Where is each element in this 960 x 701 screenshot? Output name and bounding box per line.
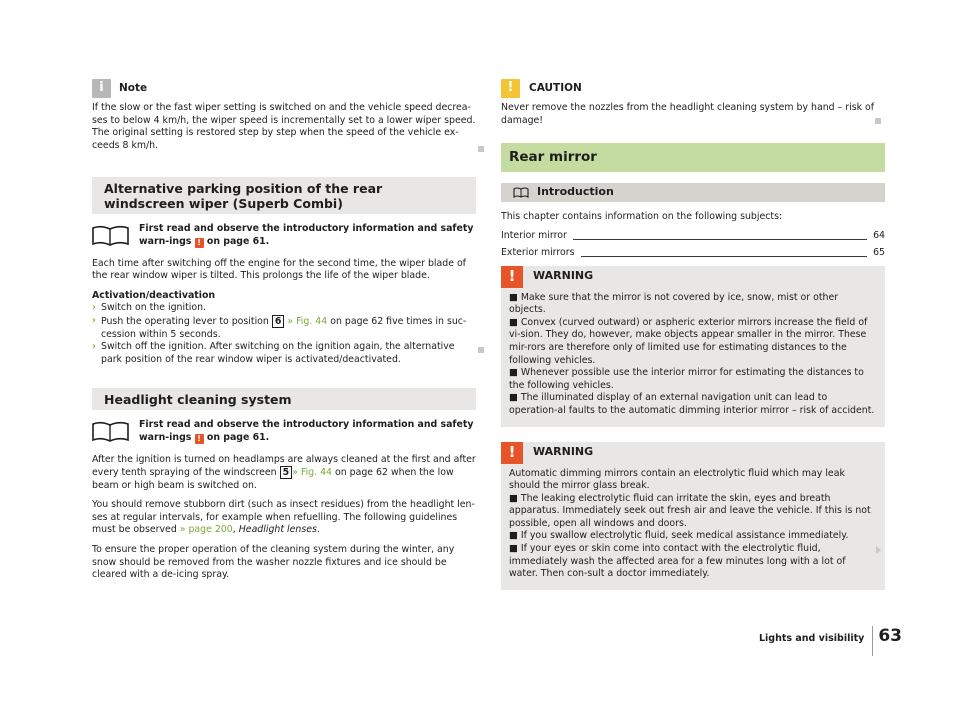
subheading: Activation/deactivation [92,289,216,301]
paragraph: After the ignition is turned on headlamps are always cleaned at the first and after every tenth spraying of the windscreen 5 » Fig. 44 on page 62 when the low beam or high beam is switched on. [92,453,476,491]
warning-item: Automatic dimming mirrors contain an electrolytic fluid which may leak should the mirror glass break. [509,467,845,492]
note-text: If the slow or the fast wiper setting is switched on and the vehicle speed decrea-ses to below 4 km/h, the wiper speed is incrementally set to a lower wiper speed. The original setting is restored step by step when the speed of the vehicle ex-ceeds 8 km/h. [92,102,476,151]
chevron-right-icon: › [92,302,96,314]
warning-title: WARNING [533,445,594,459]
warning-header [501,266,877,288]
chapter-title: Rear mirror [501,143,885,172]
toc-leader [573,239,867,240]
toc-row[interactable] [501,230,885,243]
warning-mini-icon: ! [195,238,204,248]
intro-text: This chapter contains information on the following subjects: [501,210,783,222]
right-column [501,79,885,590]
exclamation-icon: ! [501,266,523,288]
intro-heading [501,183,885,202]
left-column [92,79,476,589]
position-key: 6 [272,315,285,328]
warning-box [501,442,885,590]
list-item: › Switch off the ignition. After switching on the ignition again, the alternative park position of the rear window wiper is activated/deactivated. [92,341,455,365]
warning-box [501,266,885,427]
paragraph: You should remove stubborn dirt (such as insect residues) from the headlight len-ses at regular intervals, for example when refuelling. The following guidelines must be observed » page 200, Headlight lenses. [92,499,475,536]
note-title: Note [119,82,148,95]
toc-row[interactable] [501,247,885,260]
caution-text: Never remove the nozzles from the headlight cleaning system by hand – risk of damage! [501,102,875,126]
position-key: 5 [280,466,293,479]
figure-link[interactable]: » Fig. 44 [287,315,328,327]
read-first-page-ref[interactable]: on page 61. [206,235,270,247]
caution-title: CAUTION [529,82,582,95]
paragraph: Each time after switching off the engine for the second time, the wiper blade of the rear window wiper is tilted. This prolongs the life of the wiper blade. [92,257,466,282]
read-first-block [92,419,476,444]
step-list [92,302,476,366]
toc-leader [581,256,868,257]
warning-item: ■ If your eyes or skin come into contact with the electrolytic fluid, immediately wash the affected area for a few minutes long with a lot of water. Then con-sult a doctor immediately. [509,543,846,580]
exclamation-icon: ! [501,79,520,98]
section-heading: Headlight cleaning system [92,388,476,410]
note-header [92,79,476,98]
read-first-text: First read and observe the introductory information and safety warn-ings [139,223,474,247]
chevron-right-icon: › [92,341,96,353]
paragraph: To ensure the proper operation of the cleaning system during the winter, any snow should be removed from the washer nozzle fixtures and ice should be cleared with a de-icing spray. [92,544,455,581]
chevron-right-icon: › [92,314,96,326]
read-first-block [92,223,476,248]
end-mark [478,146,484,152]
toc-page: 64 [873,230,885,242]
cross-reference-title: Headlight lenses [238,524,317,536]
section-heading: Alternative parking position of the rear windscreen wiper (Superb Combi) [92,177,476,214]
caution-header [501,79,885,98]
warning-mini-icon: ! [195,434,204,444]
end-mark [875,118,881,124]
end-mark [478,347,484,353]
read-first-text: First read and observe the introductory information and safety warn-ings [139,419,474,443]
warning-item: ■ Convex (curved outward) or aspheric exterior mirrors increase the field of vi-sion. They do, however, make objects appear smaller in the mirror. These mir-rors are therefore only of limited use for estimating distances to the following vehicles. [509,316,868,366]
warning-title: WARNING [533,269,594,283]
page-number: 63 [878,626,902,646]
open-book-icon [513,187,529,198]
warning-item: ■ The illuminated display of an external navigation unit can lead to operation-al faults to the automatic dimming interior mirror – risk of accident. [509,392,875,416]
read-first-page-ref[interactable]: on page 61. [206,431,270,443]
footer-divider [872,626,873,656]
warning-item: ■ Whenever possible use the interior mirror for estimating the distances to the following vehicles. [509,367,864,391]
footer-section: Lights and visibility [759,633,865,644]
warning-header [501,442,877,464]
toc-label: Exterior mirrors [501,246,575,258]
list-item: › Push the operating lever to position 6 » Fig. 44 on page 62 five times in suc-cession within 5 seconds. [92,314,467,340]
figure-link[interactable]: » Fig. 44 [292,467,333,479]
intro-title: Introduction [537,185,614,199]
open-book-icon [92,421,129,442]
info-icon: i [92,79,111,98]
page-link[interactable]: » page 200 [179,524,233,536]
continue-arrow-icon [876,546,881,554]
toc-label: Interior mirror [501,230,567,242]
list-item: › Switch on the ignition. [92,302,207,314]
open-book-icon [92,225,129,246]
page-footer [759,626,902,656]
toc-page: 65 [873,246,885,258]
warning-item: ■ The leaking electrolytic fluid can irritate the skin, eyes and breath apparatus. Immediately seek out fresh air and leave the vehicle. If this is not possible, open all windows and doors. [509,492,871,529]
warning-item: ■ Make sure that the mirror is not covered by ice, snow, mist or other objects. [509,291,839,316]
exclamation-icon: ! [501,442,523,464]
warning-item: ■ If you swallow electrolytic fluid, seek medical assistance immediately. [509,530,849,542]
